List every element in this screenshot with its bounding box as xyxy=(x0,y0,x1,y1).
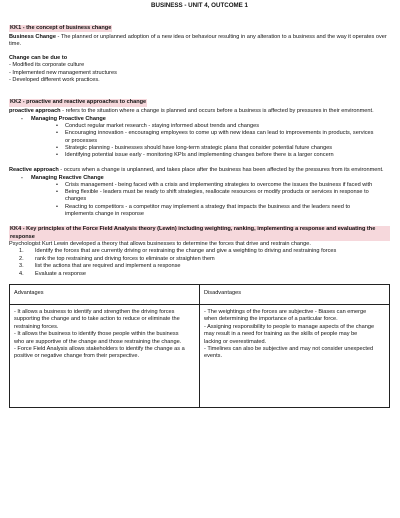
advantages-disadvantages-table xyxy=(9,284,390,408)
advantages-cell xyxy=(10,304,200,407)
disadvantages-header: Disadvantages xyxy=(200,284,390,304)
list-item: • Crisis management - being faced with a crisis and implementing strategies to overcome the issues the business if faced with xyxy=(56,182,373,189)
cell-line: supporting the change and to take action to reduce or eliminate the xyxy=(14,316,180,323)
proactive-list xyxy=(9,123,390,159)
proactive-definition xyxy=(9,108,390,115)
kk4-heading-line: response xyxy=(10,233,35,240)
step-text: Identify the forces that are currently driving or restraining the change and give a weighting to driving and restraining forces xyxy=(35,248,337,255)
cell-line: lacking or overestimated. xyxy=(204,338,267,345)
cell-line: positive or negative change from their perspective. xyxy=(14,353,139,360)
step-text: rank the top restraining and driving forces to eliminate or straighten them xyxy=(35,255,215,262)
step-text: Evaluate a response xyxy=(35,270,86,277)
list-item: • Being flexible - leaders must be ready to shift strategies, reallocate resources or modify products or services in response to xyxy=(56,189,369,196)
cell-line: - Force Field Analysis allows stakeholders to identify the change as a xyxy=(14,345,185,352)
change-due-heading: Change can be due to xyxy=(9,54,68,61)
item-text: Reacting to competitors - a competitor may implement a strategy that impacts the business and the leaders need to xyxy=(65,203,351,210)
cell-line: restraining forces. xyxy=(14,323,59,330)
list-item: • Identifying potential issue early - monitoring KPIs and implementing changes before there is a larger concern xyxy=(56,152,334,159)
table-row xyxy=(10,304,390,407)
page-title: BUSINESS - UNIT 4, OUTCOME 1 xyxy=(151,2,248,9)
reactive-list xyxy=(9,182,390,218)
step-number: 2. xyxy=(19,255,24,262)
cell-line: - The weightings of the forces are subjective - Biases can emerge xyxy=(204,308,367,315)
step-item xyxy=(19,263,390,270)
lewin-intro: Psychologist Kurt Lewin developed a theory that allows businesses to determine the forces that drive and restrain change. xyxy=(9,240,311,247)
list-item: • Conduct regular market research - staying informed about trends and changes xyxy=(56,123,260,130)
item-text: Identifying potential issue early - monitoring KPIs and implementing changes before there is a larger concern xyxy=(65,152,334,159)
change-due-list xyxy=(9,62,390,84)
business-change-definition xyxy=(9,34,390,49)
item-text: Encouraging innovation - encouraging employees to come up with new ideas can lead to improvements in products, services xyxy=(65,130,374,137)
item-text: Crisis management - being faced with a crisis and implementing strategies to overcome the issues the business if faced with xyxy=(65,182,373,189)
cell-line: - It allows a business to identify and strengthen the driving forces xyxy=(14,308,175,315)
proactive-sub-label: Managing Proactive Change xyxy=(31,115,106,122)
item-text: Conduct regular market research - staying informed about trends and changes xyxy=(65,123,260,130)
item-text: Being flexible - leaders must be ready to shift strategies, reallocate resources or modify products or services in response to xyxy=(65,189,369,196)
cell-line: - Assigning responsibility to people to manage aspects of the change xyxy=(204,323,375,330)
advantages-header: Advantages xyxy=(10,284,200,304)
disadvantages-cell xyxy=(200,304,390,407)
def-term: Business Change xyxy=(9,34,56,40)
kk2-heading: KK2 - proactive and reactive approaches to change xyxy=(10,99,147,106)
list-item: • Reacting to competitors - a competitor may implement a strategy that impacts the business and the leaders need to xyxy=(56,203,351,210)
proactive-text: - refers to the situation where a change is planned and occurs before a business is affected by pressures in their environment. xyxy=(60,108,374,115)
kk4-heading-line: KK4 - Key principles of the Force Field Analysis theory (Lewin) including weighting, ranking, implementing a response and evaluating the xyxy=(10,226,376,233)
item-text: Strategic planning - businesses should have long-term strategic plans that consider potential future changes xyxy=(65,144,333,151)
list-item: - Developed different work practices. xyxy=(9,77,100,84)
step-number: 3. xyxy=(19,263,24,270)
def-text: - The planned or unplanned adoption of a new idea or behaviour resulting in any alteration to a business and the way it operates over time. xyxy=(9,34,387,48)
list-item: • Encouraging innovation - encouraging employees to come up with new ideas can lead to improvements in products, services xyxy=(56,130,374,137)
reactive-subheading: - Managing Reactive Change xyxy=(21,174,104,181)
item-text: implements change in response xyxy=(65,210,144,217)
list-item xyxy=(65,138,390,145)
kk4-heading xyxy=(9,226,390,241)
reactive-text: - occurs when a change is unplanned, and takes place after the business has been affected by the pressures from its environment. xyxy=(58,167,384,174)
table-header-row xyxy=(10,284,390,304)
list-item xyxy=(65,196,390,203)
item-text: or processes xyxy=(65,137,98,144)
reactive-sub-label: Managing Reactive Change xyxy=(31,174,104,181)
step-item xyxy=(19,255,390,263)
list-item: • Strategic planning - businesses should have long-term strategic plans that consider potential future changes xyxy=(56,144,333,151)
step-item xyxy=(19,270,390,278)
step-number: 4. xyxy=(19,270,24,277)
cell-line: when determining the importance of a particular force. xyxy=(204,316,338,323)
reactive-term: Reactive approach xyxy=(9,167,59,174)
list-item xyxy=(65,211,390,218)
kk1-heading: KK1 - the concept of business change xyxy=(10,25,112,31)
list-item: - Implemented new management structures xyxy=(9,69,117,76)
proactive-subheading: - Managing Proactive Change xyxy=(21,115,106,122)
cell-line: - It allows the business to identify those people within the business xyxy=(14,331,179,338)
proactive-term: proactive approach xyxy=(9,108,61,115)
cell-line: events. xyxy=(204,353,223,360)
cell-line: - Timelines can also be subjective and may not consider unexpected xyxy=(204,345,374,352)
step-text: list the actions that are required and implement a response xyxy=(35,263,181,270)
item-text: changes xyxy=(65,196,87,203)
cell-line: who are supportive of the change and those restraining the change. xyxy=(14,338,182,345)
step-item xyxy=(19,248,390,255)
reactive-definition xyxy=(9,167,390,174)
step-number: 1. xyxy=(19,248,24,255)
cell-line: may result in a need for training as the skills of people may be xyxy=(204,331,358,338)
force-field-steps xyxy=(9,248,390,278)
list-item: - Modified its corporate culture xyxy=(9,62,85,69)
